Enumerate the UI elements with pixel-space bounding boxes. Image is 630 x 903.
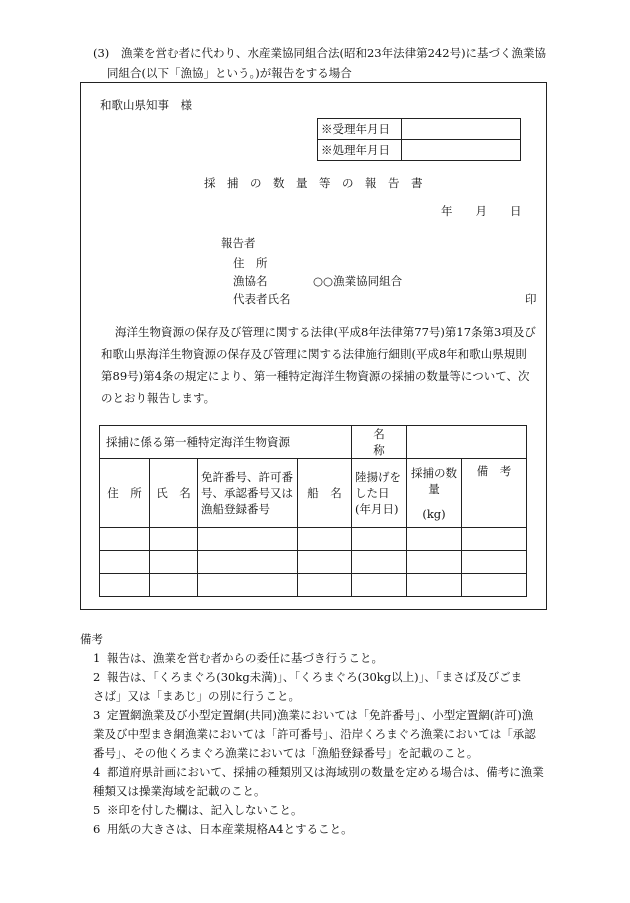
table-cell xyxy=(298,574,352,597)
paragraph-line-4: のとおり報告します。 xyxy=(101,391,216,405)
header-license-line-1: 免許番号、許可番 xyxy=(201,470,293,484)
receipt-table xyxy=(317,118,521,161)
note-5-number: 5 xyxy=(93,803,101,817)
header-name: 氏 名 xyxy=(150,459,198,528)
table-cell xyxy=(462,528,527,551)
header-license xyxy=(198,459,298,528)
table-cell xyxy=(352,574,407,597)
header-catch-line-1: 採捕の数量 xyxy=(411,466,457,496)
paragraph-line-3: 第89号)第4条の規定により、第一種特定海洋生物資源の採捕の数量等について、次 xyxy=(101,369,530,383)
table-cell xyxy=(100,551,150,574)
intro-number: (3) xyxy=(93,46,110,60)
paragraph-line-2: 和歌山県海洋生物資源の保存及び管理に関する法律施行細則(平成8年和歌山県規則 xyxy=(101,347,527,361)
header-remarks: 備 考 xyxy=(462,459,527,528)
header-catch-line-2: (kg) xyxy=(422,507,446,521)
table-cell xyxy=(407,574,462,597)
processed-date-label: ※処理年月日 xyxy=(318,140,402,161)
address-label: 住 所 xyxy=(233,256,268,270)
table-cell xyxy=(462,574,527,597)
paragraph-line-1: 海洋生物資源の保存及び管理に関する法律(平成8年法律第77号)第17条第3項及び xyxy=(115,325,536,339)
table-cell xyxy=(100,528,150,551)
header-license-line-3: 漁船登録番号 xyxy=(201,502,270,516)
coop-label: 漁協名 xyxy=(233,274,268,288)
table-row xyxy=(100,551,527,574)
table-cell xyxy=(198,528,298,551)
note-3-number: 3 xyxy=(93,708,101,722)
header-landing-line-2: した日 xyxy=(355,486,390,500)
notes-heading: 備考 xyxy=(80,632,103,646)
processed-date-field xyxy=(402,140,521,161)
addressee: 和歌山県知事 様 xyxy=(100,98,192,112)
date-line: 年 月 日 xyxy=(441,204,522,218)
table-cell xyxy=(150,551,198,574)
header-catch xyxy=(407,459,462,528)
table-cell xyxy=(407,528,462,551)
note-4-line-1: 都道府県計画において、採捕の種類別又は海域別の数量を定める場合は、備考に漁業 xyxy=(107,765,544,779)
note-4-line-2: 種類又は操業海域を記載のこと。 xyxy=(93,784,266,798)
report-form xyxy=(80,82,547,610)
intro-line-2: 同組合(以下「漁協」という。)が報告をする場合 xyxy=(107,66,352,80)
received-date-label: ※受理年月日 xyxy=(318,119,402,140)
table-row xyxy=(100,574,527,597)
table-cell xyxy=(100,574,150,597)
coop-value: ○○漁業協同組合 xyxy=(313,274,403,288)
note-3-line-1: 定置網漁業及び小型定置網(共同)漁業においては「免許番号」、小型定置網(許可)漁 xyxy=(107,708,534,722)
table-cell xyxy=(407,551,462,574)
seal-mark: 印 xyxy=(525,292,537,306)
note-4-number: 4 xyxy=(93,765,101,779)
note-2-line-1: 報告は、「くろまぐろ(30kg未満)」、「くろまぐろ(30kg以上)」、「まさば及びごま xyxy=(107,670,523,684)
note-6-line-1: 用紙の大きさは、日本産業規格A4とすること。 xyxy=(107,822,353,836)
catch-table xyxy=(99,425,527,597)
header-landing-line-1: 陸揚げを xyxy=(355,470,401,484)
intro-line-1: 漁業を営む者に代わり、水産業協同組合法(昭和23年法律第242号)に基づく漁業協 xyxy=(121,46,547,60)
form-title: 採 捕 の 数 量 等 の 報 告 書 xyxy=(204,176,423,190)
header-landing xyxy=(352,459,407,528)
note-5-line-1: ※印を付した欄は、記入しないこと。 xyxy=(107,803,303,817)
table-cell xyxy=(198,574,298,597)
representative-label: 代表者氏名 xyxy=(233,292,291,306)
note-3-line-3: 番号」、その他くろまぐろ漁業においては「漁船登録番号」を記載のこと。 xyxy=(93,746,479,760)
received-date-field xyxy=(402,119,521,140)
table-cell xyxy=(352,551,407,574)
resource-label: 採捕に係る第一種特定海洋生物資源 xyxy=(100,426,352,459)
header-ship: 船 名 xyxy=(298,459,352,528)
table-cell xyxy=(198,551,298,574)
note-6-number: 6 xyxy=(93,822,101,836)
note-1-line-1: 報告は、漁業を営む者からの委任に基づき行うこと。 xyxy=(107,651,383,665)
note-3-line-2: 業及び中型まき網漁業においては「許可番号」、沿岸くろまぐろ漁業においては「承認 xyxy=(93,727,536,741)
table-cell xyxy=(462,551,527,574)
table-cell xyxy=(298,528,352,551)
header-landing-line-3: (年月日) xyxy=(355,502,399,516)
reporter-label: 報告者 xyxy=(221,236,256,250)
table-cell xyxy=(298,551,352,574)
resource-name-field xyxy=(407,426,527,459)
table-cell xyxy=(150,528,198,551)
name-label: 名 称 xyxy=(352,426,407,459)
table-cell xyxy=(150,574,198,597)
header-address: 住 所 xyxy=(100,459,150,528)
header-license-line-2: 号、承認番号又は xyxy=(201,486,293,500)
table-row xyxy=(100,528,527,551)
table-cell xyxy=(352,528,407,551)
note-2-number: 2 xyxy=(93,670,101,684)
note-1-number: 1 xyxy=(93,651,101,665)
note-2-line-2: さば」又は「まあじ」の別に行うこと。 xyxy=(93,689,300,703)
